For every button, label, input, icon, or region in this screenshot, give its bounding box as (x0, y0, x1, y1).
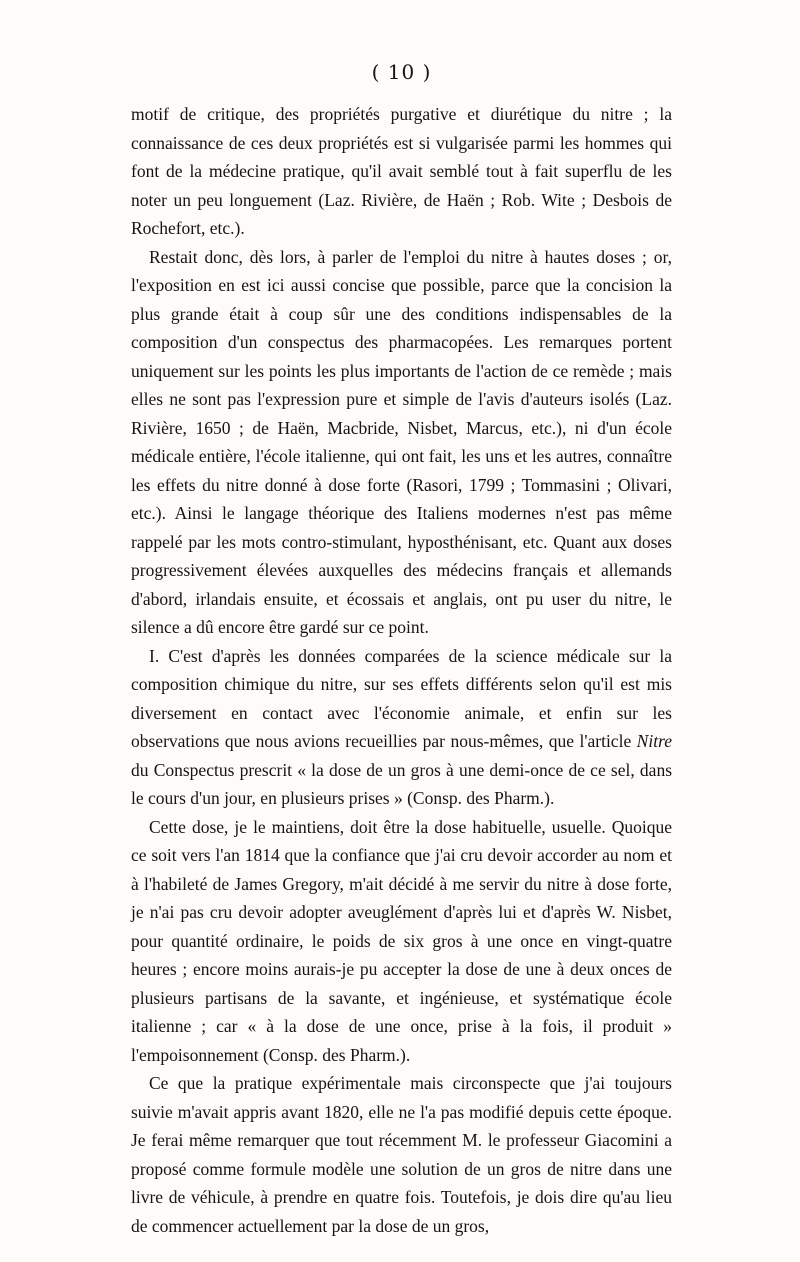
paragraph-5 (131, 1069, 672, 1240)
italic-term: Nitre (636, 731, 672, 751)
paragraph-3 (131, 642, 672, 813)
paragraph-1 (131, 100, 672, 243)
text-segment: motif de critique, des propriétés purgative et diurétique du nitre ; la connaissance de ces deux propriétés est si vulgarisée parmi les hommes qui font de la médecine pratique, qu'il avait semblé tout à fait superflu de les noter un peu longuement (Laz. Rivière, de Haën ; Rob. Wite ; Desbois de Rochefort, etc.). (131, 104, 672, 238)
text-segment: Ce que la pratique expérimentale mais circonspecte que j'ai toujours suivie m'avait appris avant 1820, elle ne l'a pas modifié depuis cette époque. Je ferai même remarquer que tout récemment M. le professeur Giacomini a proposé comme formule modèle une solution de un gros de nitre dans une livre de véhicule, à prendre en quatre fois. Toutefois, je dois dire qu'au lieu de commencer actuellement par la dose de un gros, (131, 1073, 672, 1236)
text-segment: du Conspectus prescrit « la dose de un gros à une demi-once de ce sel, dans le cours d'un jour, en plusieurs prises » (Consp. des Pharm.). (131, 759, 672, 808)
body-text (131, 100, 672, 1240)
paragraph-4 (131, 813, 672, 1070)
text-segment: I. C'est d'après les données comparées de la science médicale sur la composition chimique du nitre, sur ses effets différents selon qu'il est mis diversement en contact avec l'économie animale, et enfin sur les observations que nous avions recueillies par nous-mêmes, que l'article (131, 645, 672, 751)
text-segment: Cette dose, je le maintiens, doit être la dose habituelle, usuelle. Quoique ce soit vers l'an 1814 que la confiance que j'ai cru devoir accorder au nom et à l'habileté de James Gregory, m'ait décidé à me servir du nitre à dose forte, je n'ai pas cru devoir adopter aveuglément d'après lui et d'après W. Nisbet, pour quantité ordinaire, le poids de six gros à une once en vingt-quatre heures ; encore moins aurais-je pu accepter la dose de une à deux onces de plusieurs partisans de la savante, et ingénieuse, et systématique école italienne ; car « à la dose de une once, prise à la fois, il produit » l'empoisonnement (Consp. des Pharm.). (131, 816, 672, 1065)
paragraph-2 (131, 243, 672, 642)
page-number: ( 10 ) (371, 60, 432, 84)
text-segment: Restait donc, dès lors, à parler de l'emploi du nitre à hautes doses ; or, l'exposition en est ici aussi concise que possible, parce que la concision la plus grande était à coup sûr une des conditions indispensables de la composition d'un conspectus des pharmacopées. Les remarques portent uniquement sur les points les plus importants de l'action de ce remède ; mais elles ne sont pas l'expression pure et simple de l'avis d'auteurs isolés (Laz. Rivière, 1650 ; de Haën, Macbride, Nisbet, Marcus, etc.), ni d'un école médicale entière, l'école italienne, qui ont fait, les uns et les autres, connaître les effets du nitre donné à dose forte (Rasori, 1799 ; Tommasini ; Olivari, etc.). Ainsi le langage théorique des Italiens modernes n'est pas même rappelé par les mots contro-stimulant, hyposthénisant, etc. Quant aux doses progressivement élevées auxquelles des médecins français et allemands d'abord, irlandais ensuite, et écossais et anglais, ont pu user du nitre, le silence a dû encore être gardé sur ce point. (131, 246, 672, 637)
